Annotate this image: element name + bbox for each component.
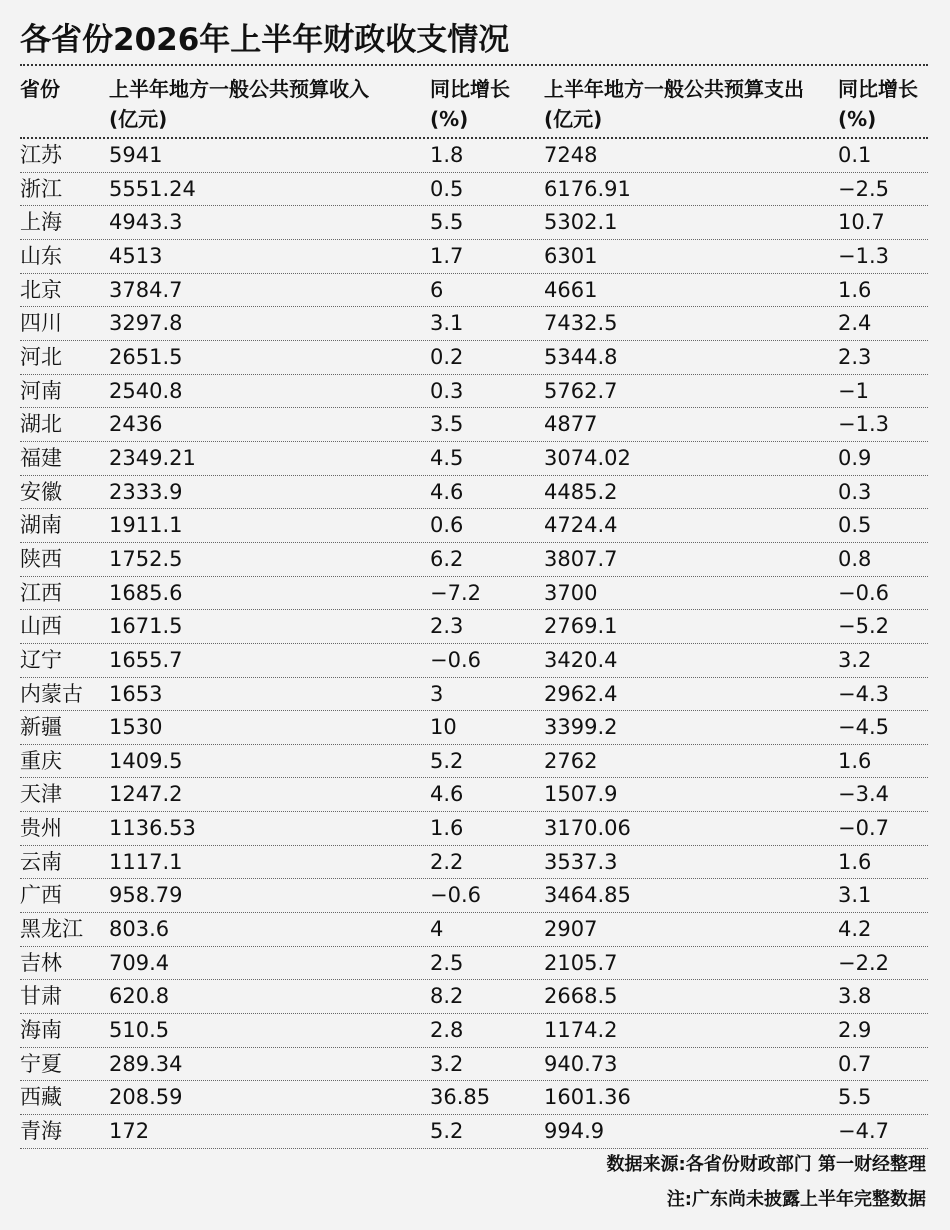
table-row [20, 408, 928, 442]
revenue-cell: 1117.1 [109, 849, 183, 874]
revenue-cell: 709.4 [109, 950, 170, 975]
header-revenue-growth: 同比增长 (%) [430, 77, 510, 131]
table-row [20, 307, 928, 341]
revenue-growth-cell: 5.2 [430, 1119, 464, 1144]
expenditure-growth-cell: 3.2 [838, 647, 872, 672]
revenue-cell: 1655.7 [109, 647, 183, 672]
table-row [20, 476, 928, 510]
expenditure-growth-cell: 1.6 [838, 277, 872, 302]
expenditure-cell: 4724.4 [544, 513, 618, 538]
table-row [20, 846, 928, 880]
revenue-cell: 1685.6 [109, 580, 183, 605]
expenditure-cell: 7432.5 [544, 311, 618, 336]
table-row [20, 711, 928, 745]
province-cell: 江西 [20, 580, 62, 605]
expenditure-cell: 6301 [544, 243, 598, 268]
revenue-growth-cell: 36.85 [430, 1085, 491, 1110]
province-cell: 江苏 [20, 143, 62, 167]
revenue-growth-cell: 3.5 [430, 412, 464, 437]
revenue-growth-cell: 3.2 [430, 1051, 464, 1076]
province-cell: 西藏 [20, 1085, 62, 1110]
expenditure-growth-cell: −2.2 [838, 950, 889, 975]
expenditure-growth-cell: 0.3 [838, 479, 872, 504]
revenue-cell: 4943.3 [109, 210, 183, 235]
revenue-cell: 3784.7 [109, 277, 183, 302]
expenditure-growth-cell: 4.2 [838, 917, 872, 942]
header-expenditure: 上半年地方一般公共预算支出 (亿元) [544, 77, 804, 131]
revenue-cell: 172 [109, 1119, 150, 1144]
expenditure-growth-cell: 0.7 [838, 1051, 872, 1076]
footnote: 注:广东尚未披露上半年完整数据 [666, 1189, 926, 1210]
province-cell: 青海 [20, 1119, 62, 1144]
table-row [20, 947, 928, 981]
table-body [20, 139, 928, 1149]
page-title: 各省份2026年上半年财政收支情况 [20, 22, 510, 58]
revenue-growth-cell: 5.2 [430, 748, 464, 773]
table-row [20, 812, 928, 846]
revenue-cell: 2349.21 [109, 445, 196, 470]
revenue-cell: 5941 [109, 143, 163, 167]
table-row [20, 745, 928, 779]
revenue-growth-cell: 8.2 [430, 984, 464, 1009]
table-row [20, 173, 928, 207]
table-row [20, 1014, 928, 1048]
expenditure-cell: 3807.7 [544, 546, 618, 571]
revenue-cell: 1911.1 [109, 513, 183, 538]
table-row [20, 206, 928, 240]
expenditure-cell: 3399.2 [544, 715, 618, 740]
province-cell: 山西 [20, 614, 62, 639]
revenue-cell: 1247.2 [109, 782, 183, 807]
expenditure-cell: 4877 [544, 412, 598, 437]
expenditure-growth-cell: 0.5 [838, 513, 872, 538]
expenditure-growth-cell: −0.7 [838, 816, 889, 841]
expenditure-cell: 2105.7 [544, 950, 618, 975]
table-row [20, 678, 928, 712]
revenue-growth-cell: 5.5 [430, 210, 464, 235]
revenue-cell: 2333.9 [109, 479, 183, 504]
header-expenditure-growth: 同比增长 (%) [838, 77, 918, 131]
revenue-cell: 1136.53 [109, 816, 196, 841]
expenditure-growth-cell: 0.9 [838, 445, 872, 470]
expenditure-growth-cell: −1 [838, 378, 869, 403]
province-cell: 四川 [20, 311, 62, 336]
province-cell: 福建 [20, 445, 62, 470]
expenditure-growth-cell: −0.6 [838, 580, 889, 605]
expenditure-growth-cell: 1.6 [838, 748, 872, 773]
header-province: 省份 [20, 77, 60, 101]
revenue-growth-cell: 4.5 [430, 445, 464, 470]
province-cell: 新疆 [20, 715, 62, 740]
expenditure-cell: 1601.36 [544, 1085, 631, 1110]
expenditure-cell: 3170.06 [544, 816, 631, 841]
revenue-growth-cell: 6.2 [430, 546, 464, 571]
province-cell: 广西 [20, 883, 62, 908]
expenditure-cell: 5762.7 [544, 378, 618, 403]
expenditure-cell: 2668.5 [544, 984, 618, 1009]
table-row [20, 442, 928, 476]
expenditure-cell: 4661 [544, 277, 598, 302]
revenue-cell: 2436 [109, 412, 163, 437]
province-cell: 湖北 [20, 412, 62, 437]
revenue-cell: 2651.5 [109, 344, 183, 369]
expenditure-cell: 994.9 [544, 1119, 605, 1144]
table-row [20, 577, 928, 611]
table-row [20, 879, 928, 913]
province-cell: 黑龙江 [20, 917, 83, 942]
expenditure-growth-cell: 1.6 [838, 849, 872, 874]
province-cell: 安徽 [20, 479, 62, 504]
expenditure-cell: 3420.4 [544, 647, 618, 672]
expenditure-cell: 940.73 [544, 1051, 618, 1076]
expenditure-growth-cell: 0.8 [838, 546, 872, 571]
expenditure-growth-cell: 10.7 [838, 210, 885, 235]
revenue-cell: 208.59 [109, 1085, 183, 1110]
province-cell: 宁夏 [20, 1051, 62, 1076]
expenditure-growth-cell: 5.5 [838, 1085, 872, 1110]
province-cell: 云南 [20, 849, 62, 874]
expenditure-growth-cell: 2.4 [838, 311, 872, 336]
expenditure-growth-cell: 3.1 [838, 883, 872, 908]
expenditure-growth-cell: −1.3 [838, 412, 889, 437]
table-row [20, 980, 928, 1014]
province-cell: 甘肃 [20, 984, 62, 1009]
province-cell: 贵州 [20, 816, 62, 841]
expenditure-growth-cell: −3.4 [838, 782, 889, 807]
revenue-cell: 3297.8 [109, 311, 183, 336]
revenue-cell: 2540.8 [109, 378, 183, 403]
expenditure-cell: 5344.8 [544, 344, 618, 369]
revenue-cell: 1752.5 [109, 546, 183, 571]
expenditure-cell: 2769.1 [544, 614, 618, 639]
revenue-cell: 620.8 [109, 984, 170, 1009]
expenditure-growth-cell: 2.3 [838, 344, 872, 369]
revenue-cell: 4513 [109, 243, 163, 268]
table-row [20, 644, 928, 678]
expenditure-cell: 2762 [544, 748, 598, 773]
province-cell: 浙江 [20, 176, 62, 201]
revenue-growth-cell: 0.5 [430, 176, 464, 201]
table-row [20, 1048, 928, 1082]
revenue-growth-cell: 4.6 [430, 479, 464, 504]
expenditure-cell: 1507.9 [544, 782, 618, 807]
province-cell: 河北 [20, 344, 62, 369]
table-row [20, 913, 928, 947]
expenditure-growth-cell: 0.1 [838, 143, 872, 167]
expenditure-cell: 3074.02 [544, 445, 631, 470]
revenue-growth-cell: 1.6 [430, 816, 464, 841]
revenue-growth-cell: 0.2 [430, 344, 464, 369]
revenue-growth-cell: 10 [430, 715, 457, 740]
revenue-growth-cell: 3.1 [430, 311, 464, 336]
expenditure-growth-cell: −1.3 [838, 243, 889, 268]
revenue-growth-cell: 1.8 [430, 143, 464, 167]
expenditure-growth-cell: −4.7 [838, 1119, 889, 1144]
table-row [20, 1081, 928, 1115]
expenditure-cell: 3700 [544, 580, 598, 605]
province-cell: 上海 [20, 210, 62, 235]
revenue-cell: 1653 [109, 681, 163, 706]
table-row [20, 375, 928, 409]
province-cell: 吉林 [20, 950, 62, 975]
table-row [20, 509, 928, 543]
province-cell: 海南 [20, 1018, 62, 1043]
province-cell: 陕西 [20, 546, 62, 571]
province-cell: 内蒙古 [20, 681, 83, 706]
province-cell: 河南 [20, 378, 62, 403]
expenditure-growth-cell: 2.9 [838, 1018, 872, 1043]
table-row [20, 610, 928, 644]
revenue-growth-cell: −0.6 [430, 647, 481, 672]
revenue-growth-cell: −7.2 [430, 580, 481, 605]
revenue-growth-cell: 4.6 [430, 782, 464, 807]
table-row [20, 1115, 928, 1149]
revenue-cell: 1671.5 [109, 614, 183, 639]
table-row [20, 240, 928, 274]
revenue-growth-cell: 3 [430, 681, 444, 706]
revenue-growth-cell: 2.3 [430, 614, 464, 639]
revenue-cell: 803.6 [109, 917, 170, 942]
revenue-cell: 958.79 [109, 883, 183, 908]
revenue-growth-cell: 1.7 [430, 243, 464, 268]
revenue-growth-cell: 6 [430, 277, 444, 302]
province-cell: 辽宁 [20, 647, 62, 672]
revenue-cell: 510.5 [109, 1018, 170, 1043]
revenue-cell: 289.34 [109, 1051, 183, 1076]
revenue-cell: 1530 [109, 715, 163, 740]
revenue-growth-cell: 2.2 [430, 849, 464, 874]
revenue-growth-cell: −0.6 [430, 883, 481, 908]
expenditure-growth-cell: −2.5 [838, 176, 889, 201]
table-header [20, 68, 928, 134]
expenditure-growth-cell: −5.2 [838, 614, 889, 639]
province-cell: 重庆 [20, 748, 62, 773]
province-cell: 北京 [20, 277, 62, 302]
revenue-growth-cell: 4 [430, 917, 444, 942]
revenue-growth-cell: 2.5 [430, 950, 464, 975]
table-row [20, 139, 928, 173]
expenditure-cell: 7248 [544, 143, 598, 167]
expenditure-cell: 3464.85 [544, 883, 631, 908]
expenditure-cell: 3537.3 [544, 849, 618, 874]
expenditure-growth-cell: −4.3 [838, 681, 889, 706]
expenditure-cell: 1174.2 [544, 1018, 618, 1043]
source-note: 数据来源:各省份财政部门 第一财经整理 [606, 1154, 926, 1175]
province-cell: 山东 [20, 243, 62, 268]
header-top-divider [20, 64, 928, 66]
expenditure-cell: 2907 [544, 917, 598, 942]
expenditure-cell: 2962.4 [544, 681, 618, 706]
revenue-growth-cell: 0.6 [430, 513, 464, 538]
expenditure-growth-cell: −4.5 [838, 715, 889, 740]
revenue-cell: 5551.24 [109, 176, 196, 201]
table-row [20, 543, 928, 577]
province-cell: 天津 [20, 782, 62, 807]
expenditure-cell: 4485.2 [544, 479, 618, 504]
header-revenue: 上半年地方一般公共预算收入 (亿元) [109, 77, 369, 131]
expenditure-growth-cell: 3.8 [838, 984, 872, 1009]
revenue-cell: 1409.5 [109, 748, 183, 773]
table-row [20, 341, 928, 375]
table-row [20, 274, 928, 308]
revenue-growth-cell: 0.3 [430, 378, 464, 403]
expenditure-cell: 6176.91 [544, 176, 631, 201]
expenditure-cell: 5302.1 [544, 210, 618, 235]
province-cell: 湖南 [20, 513, 62, 538]
revenue-growth-cell: 2.8 [430, 1018, 464, 1043]
table-row [20, 778, 928, 812]
